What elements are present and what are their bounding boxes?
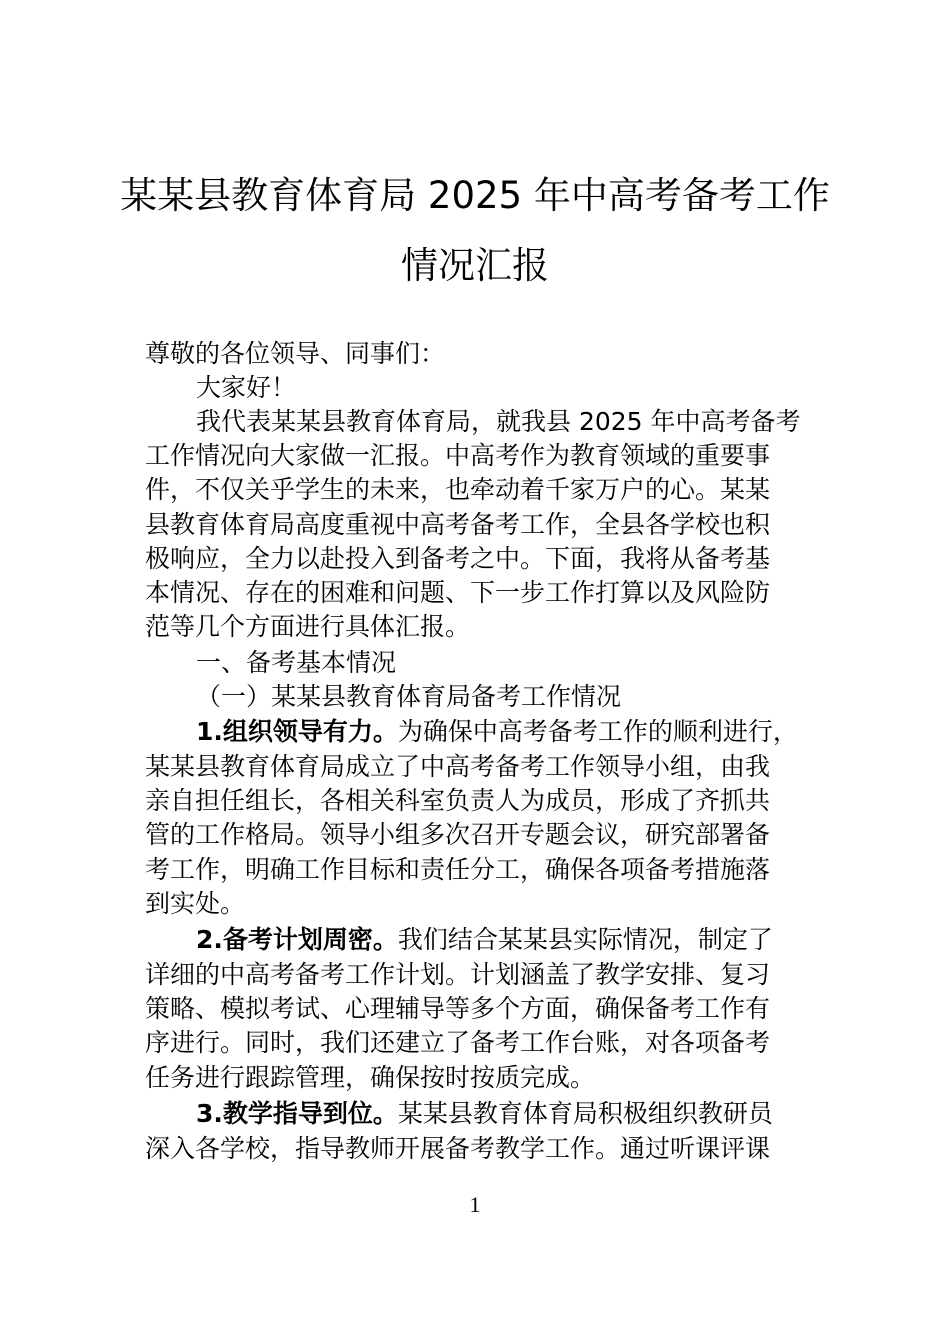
item3-heading: 3.教学指导到位。 (196, 1099, 398, 1128)
document-title-line-2: 情况汇报 (401, 244, 549, 287)
greeting: 大家好！ (196, 373, 297, 402)
intro-line: 本情况、存在的困难和问题、下一步工作打算以及风险防 (145, 578, 771, 607)
item3-first-line (196, 1101, 773, 1126)
section-heading: 一、备考基本情况 (196, 648, 397, 677)
item1-line: 考工作，明确工作目标和责任分工，确保各项备考措施落 (145, 855, 771, 884)
item1-line: 亲自担任组长，各相关科室负责人为成员，形成了齐抓共 (145, 786, 771, 815)
item1-text: 为确保中高考备考工作的顺利进行， (397, 717, 798, 746)
subsection-heading: （一）某某县教育体育局备考工作情况 (196, 682, 622, 711)
intro-line: 范等几个方面进行具体汇报。 (145, 612, 471, 641)
item2-first-line (196, 927, 773, 952)
item2-text: 我们结合某某县实际情况，制定了 (397, 925, 773, 954)
item1-line: 某某县教育体育局成立了中高考备考工作领导小组，由我 (145, 752, 771, 781)
intro-line: 件，不仅关乎学生的未来，也牵动着千家万户的心。某某 (145, 475, 771, 504)
item2-line: 任务进行跟踪管理，确保按时按质完成。 (145, 1063, 596, 1092)
document-title-line-1: 某某县教育体育局 2025 年中高考备考工作 (120, 174, 830, 217)
intro-line: 我代表某某县教育体育局，就我县 2025 年中高考备考 (196, 407, 801, 436)
page-number: 1 (469, 1192, 481, 1217)
item3-line: 深入各学校，指导教师开展备考教学工作。通过听课评课 (145, 1134, 771, 1163)
intro-line: 极响应，全力以赴投入到备考之中。下面，我将从备考基 (145, 544, 771, 573)
item2-heading: 2.备考计划周密。 (196, 925, 398, 954)
item2-line: 策略、模拟考试、心理辅导等多个方面，确保备考工作有 (145, 994, 771, 1023)
item1-heading: 1.组织领导有力。 (196, 717, 398, 746)
intro-line: 工作情况向大家做一汇报。中高考作为教育领域的重要事 (145, 441, 771, 470)
intro-line: 县教育体育局高度重视中高考备考工作，全县各学校也积 (145, 510, 771, 539)
item1-line: 管的工作格局。领导小组多次召开专题会议，研究部署备 (145, 820, 771, 849)
item1-first-line (196, 719, 798, 744)
item2-line: 序进行。同时，我们还建立了备考工作台账，对各项备考 (145, 1028, 771, 1057)
item2-line: 详细的中高考备考工作计划。计划涵盖了教学安排、复习 (145, 960, 771, 989)
item1-line: 到实处。 (145, 889, 246, 918)
item3-text: 某某县教育体育局积极组织教研员 (397, 1099, 773, 1128)
salutation: 尊敬的各位领导、同事们： (145, 339, 446, 368)
